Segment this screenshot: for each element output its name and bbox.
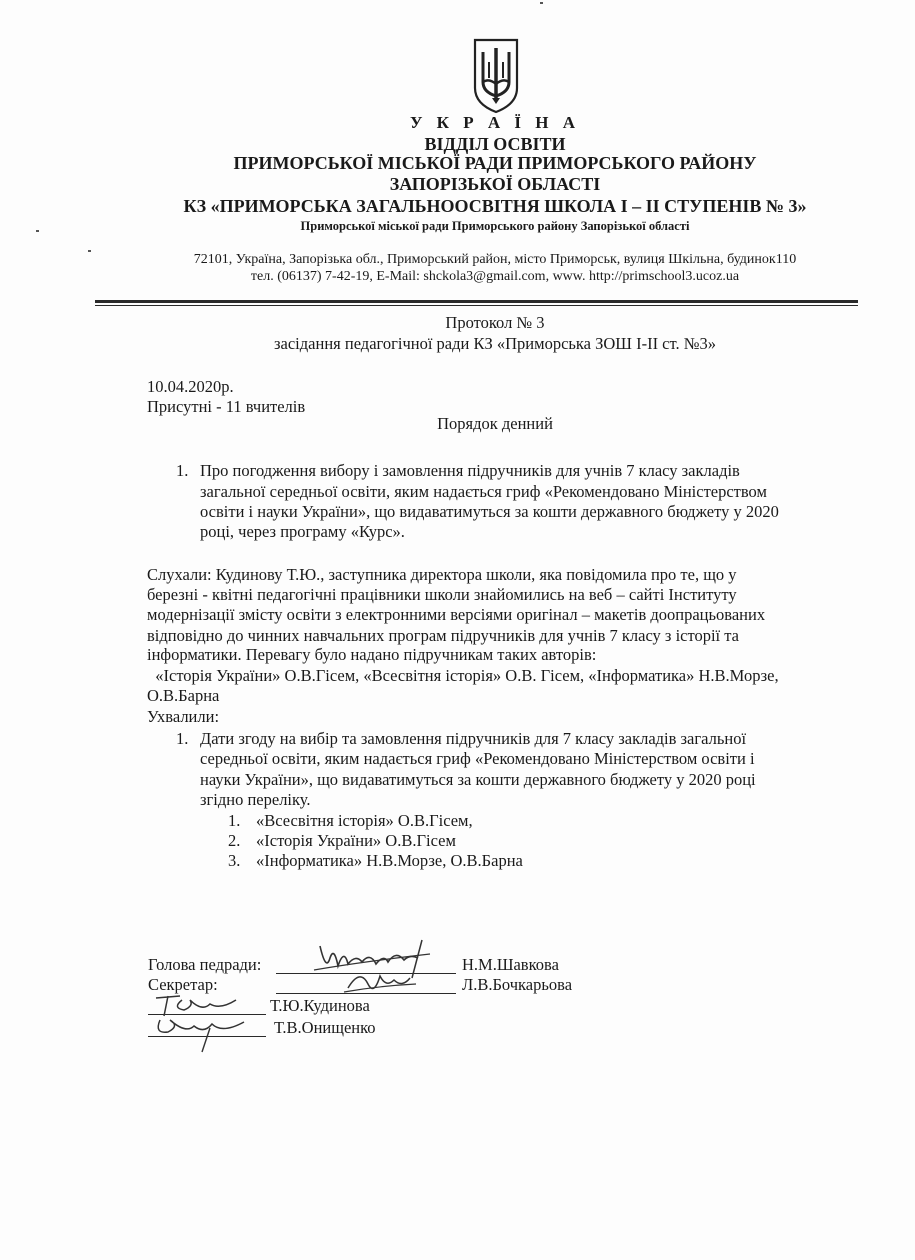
book-title: «Всесвітня історія» О.В.Гісем,: [256, 811, 473, 830]
resolved-line: середньої освіти, яким надається гриф «Рекомендовано Міністерством освіти і: [200, 749, 755, 768]
header-region: ЗАПОРІЗЬКОЇ ОБЛАСТІ: [389, 174, 601, 194]
agenda-line: Про погодження вибору і замовлення підручників для учнів 7 класу закладів: [200, 461, 740, 480]
heard-line: відповідно до чинних навчальних програм підручників для учнів 7 класу з історії та: [147, 626, 739, 645]
member2-name: Т.В.Онищенко: [274, 1018, 376, 1037]
header-divider-thick: [95, 300, 858, 303]
chair-label: Голова педради:: [148, 955, 262, 974]
heard-line: модернізації змісту освіти з електронними версіями оригінал – макетів доопрацьованих: [147, 605, 766, 624]
header-divider-thin: [95, 305, 858, 306]
protocol-subtitle: засідання педагогічної ради КЗ «Приморська ЗОШ І-ІІ ст. №3»: [274, 334, 716, 353]
resolved-line: згідно переліку.: [200, 790, 311, 809]
secretary-label: Секретар:: [148, 975, 218, 994]
header-contacts: тел. (06137) 7-42-19, E-Mail: shckola3@gmail.com, www. http://primschool3.ucoz.ua: [250, 269, 740, 284]
heard-line: березні - квітні педагогічні працівники школи знайомились на веб – сайті Інституту: [147, 585, 737, 604]
header-address: 72101, Україна, Запорізька обл., Приморський район, місто Приморськ, вулиця Шкільна, будинок110: [193, 252, 797, 267]
meeting-date: 10.04.2020р.: [147, 377, 234, 396]
header-subordination: Приморської міської ради Приморського району Запорізької області: [300, 219, 690, 233]
heard-line: «Історія України» О.В.Гісем, «Всесвітня історія» О.В. Гісем, «Інформатика» Н.В.Морзе,: [147, 666, 779, 685]
book-title: «Історія України» О.В.Гісем: [256, 831, 456, 850]
header-school: КЗ «ПРИМОРСЬКА ЗАГАЛЬНООСВІТНЯ ШКОЛА І – ІІ СТУПЕНІВ № 3»: [183, 196, 807, 216]
resolved-line: Дати згоду на вибір та замовлення підручників для 7 класу закладів загальної: [200, 729, 747, 748]
heard-line: інформатики. Перевагу було надано підручникам таких авторів:: [147, 645, 597, 664]
heard-line: Слухали: Кудинову Т.Ю., заступника директора школи, яка повідомила про те, що у: [147, 565, 737, 584]
header-country: У К Р А Ї Н А: [409, 113, 581, 132]
agenda-line: освіти і науки України», що видаватимуться за кошти державного бюджету у 2020: [200, 502, 779, 521]
scan-speck: [88, 250, 91, 252]
scan-speck: [36, 230, 39, 232]
agenda-line: році, через програму «Курс».: [200, 522, 405, 541]
attendance: Присутні - 11 вчителів: [147, 397, 306, 416]
member2-handwritten-signature: [150, 1012, 260, 1056]
book-number: 1.: [228, 811, 241, 830]
book-number: 2.: [228, 831, 241, 850]
protocol-title: Протокол № 3: [445, 313, 545, 332]
secretary-handwritten-signature: [340, 962, 420, 1002]
chair-name: Н.М.Шавкова: [462, 955, 559, 974]
resolved-line: науки України», що видаватимуться за кошти державного бюджету у 2020 році: [200, 770, 756, 789]
agenda-line: загальної середньої освіти, яким надається гриф «Рекомендовано Міністерством: [200, 482, 767, 501]
resolved-item-number: 1.: [176, 729, 189, 748]
agenda-heading: Порядок денний: [437, 414, 553, 433]
book-number: 3.: [228, 851, 241, 870]
heard-line: О.В.Барна: [147, 686, 220, 705]
trident-emblem-icon: [471, 38, 521, 114]
book-title: «Інформатика» Н.В.Морзе, О.В.Барна: [256, 851, 523, 870]
member1-name: Т.Ю.Кудинова: [270, 996, 370, 1015]
header-department: ВІДДІЛ ОСВІТИ: [424, 134, 566, 154]
secretary-name: Л.В.Бочкарьова: [462, 975, 573, 994]
scan-speck: [540, 2, 543, 4]
agenda-item-number: 1.: [176, 461, 189, 480]
resolved-heading: Ухвалили:: [147, 707, 220, 726]
header-council: ПРИМОРСЬКОЇ МІСЬКОЇ РАДИ ПРИМОРСЬКОГО РАЙОНУ: [233, 153, 757, 173]
